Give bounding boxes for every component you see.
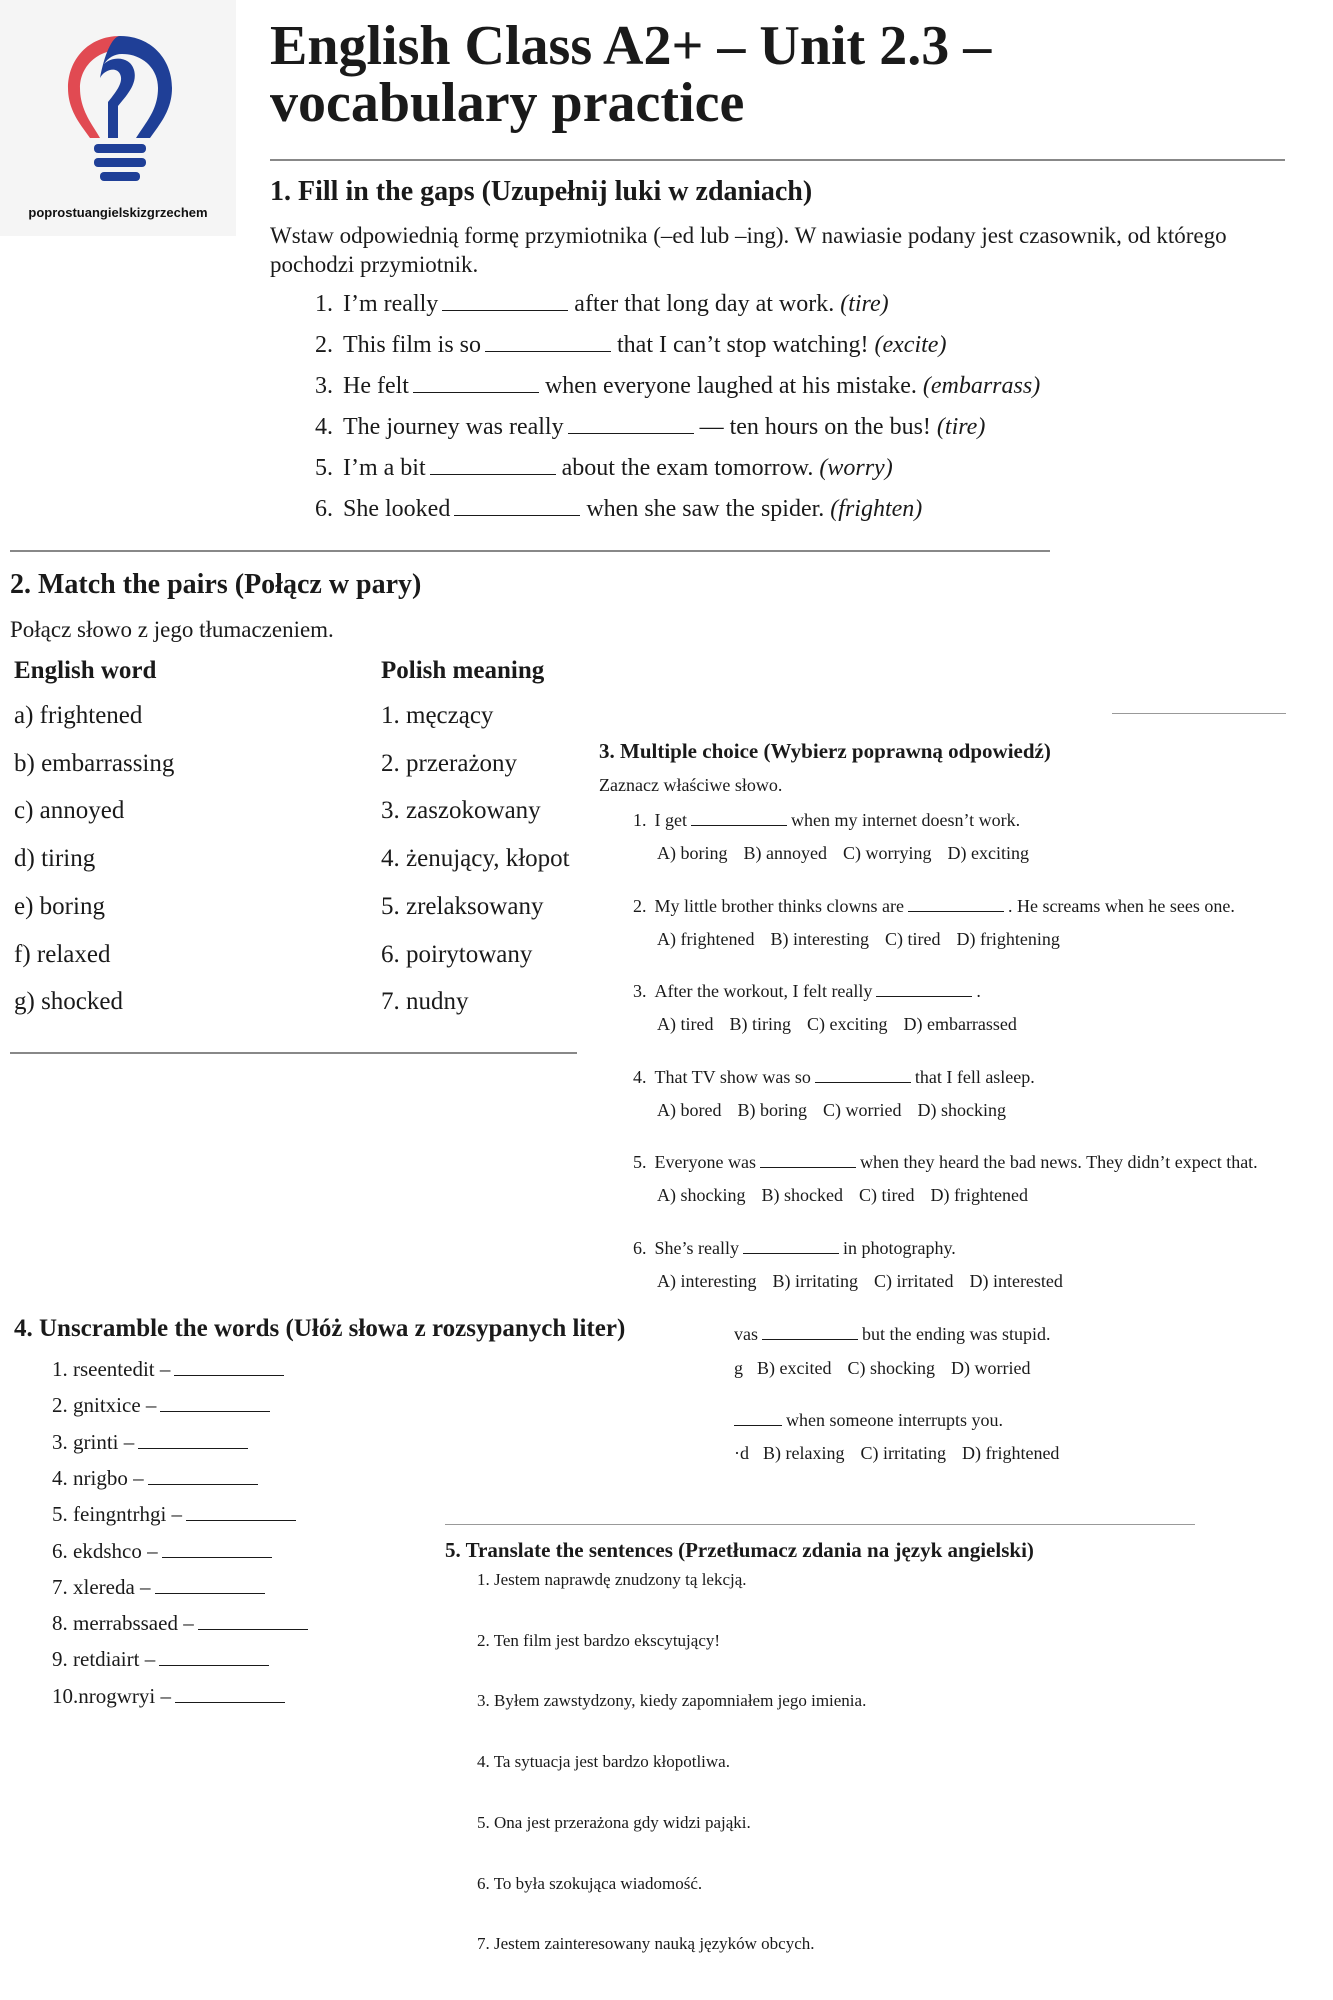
item-text-after: that I can’t stop watching! xyxy=(617,332,869,358)
option[interactable]: B) boring xyxy=(737,1099,807,1120)
answer-gap[interactable] xyxy=(734,1411,782,1426)
section-2-instruction: Połącz słowo z jego tłumaczeniem. xyxy=(10,617,334,642)
scrambled-word: 6. ekdshco – xyxy=(52,1538,158,1563)
question-number: 1. xyxy=(633,810,647,830)
partial-options-8 xyxy=(734,1443,1075,1464)
answer-gap[interactable] xyxy=(762,1325,858,1340)
question xyxy=(633,981,981,1002)
english-word-item[interactable]: d) tiring xyxy=(14,845,96,873)
lightbulb-logo-icon xyxy=(60,30,180,205)
option[interactable]: A) shocking xyxy=(657,1185,746,1205)
answer-gap[interactable] xyxy=(413,372,539,393)
item-number: 4. xyxy=(315,414,333,440)
option[interactable]: B) irritating xyxy=(772,1270,858,1291)
option[interactable]: D) frightening xyxy=(956,928,1060,949)
gap-item xyxy=(315,372,1040,400)
option[interactable]: A) tired xyxy=(657,1014,714,1034)
unscramble-item xyxy=(52,1539,272,1564)
polish-meaning-item[interactable]: 3. zaszokowany xyxy=(381,797,541,825)
divider xyxy=(1112,713,1286,714)
translate-sentence: 4. Ta sytuacja jest bardzo kłopotliwa. xyxy=(477,1752,730,1772)
answer-gap[interactable] xyxy=(815,1068,911,1083)
option[interactable]: C) irritated xyxy=(873,1270,954,1291)
logo-site-name: poprostuangielskizgrzechem xyxy=(28,205,208,220)
scrambled-word: 5. feingntrhgi – xyxy=(52,1502,183,1527)
option[interactable]: A) boring xyxy=(657,843,728,863)
question xyxy=(633,1152,1258,1173)
item-text-before: She looked xyxy=(343,496,451,522)
partial-text: when someone interrupts you. xyxy=(786,1410,1003,1430)
verb-hint: (frighten) xyxy=(830,496,923,522)
question-number: 3. xyxy=(633,981,647,1001)
item-number: 1. xyxy=(315,291,333,317)
answer-gap[interactable] xyxy=(568,413,694,434)
section-1-instruction: Wstaw odpowiednią formę przymiotnika (–ed lub –ing). W nawiasie podany jest czasownik, od którego pochodzi przymiotnik. xyxy=(270,223,1227,277)
partial-question-7 xyxy=(734,1324,1050,1345)
translate-sentence: 1. Jestem naprawdę znudzony tą lekcją. xyxy=(477,1570,747,1589)
question-text-after: that I fell asleep. xyxy=(914,1066,1035,1087)
option[interactable]: C) shocking xyxy=(847,1358,935,1378)
option[interactable]: D) frightened xyxy=(961,1443,1060,1463)
item-text-before: The journey was really xyxy=(343,414,564,440)
polish-meaning-item[interactable]: 1. męczący xyxy=(381,702,494,729)
question-number: 5. xyxy=(633,1152,647,1172)
divider xyxy=(270,159,1285,161)
polish-meaning-item[interactable]: 2. przerażony xyxy=(381,749,518,777)
option[interactable]: B) annoyed xyxy=(743,843,827,863)
scrambled-word: 9. retdiairt – xyxy=(52,1647,156,1672)
item-text-after: when everyone laughed at his mistake. xyxy=(544,373,917,399)
partial-text: vas xyxy=(734,1324,758,1344)
gap-item xyxy=(315,413,985,441)
partial-text: but the ending was stupid. xyxy=(862,1324,1051,1344)
title-line-1: English Class A2+ – Unit 2.3 – xyxy=(270,15,992,77)
partial-options-7 xyxy=(734,1358,1046,1379)
answer-gap[interactable] xyxy=(198,1613,308,1630)
option[interactable]: C) tired xyxy=(884,928,941,949)
verb-hint: (tire) xyxy=(936,414,986,440)
item-number: 6. xyxy=(315,496,333,522)
item-number: 5. xyxy=(315,455,333,481)
question-text-after: when they heard the bad news. They didn’t expect that. xyxy=(859,1152,1258,1172)
options-row xyxy=(657,843,1045,864)
english-word-item[interactable]: f) relaxed xyxy=(14,940,111,968)
answer-gap[interactable] xyxy=(159,1649,269,1666)
verb-hint: (tire) xyxy=(840,291,889,317)
item-text-before: I’m really xyxy=(343,291,439,317)
option[interactable]: B) relaxing xyxy=(763,1443,845,1463)
scrambled-word: 1. rseentedit – xyxy=(52,1357,171,1381)
answer-gap[interactable] xyxy=(174,1359,284,1376)
unscramble-item xyxy=(52,1575,265,1600)
english-word-item[interactable]: c) annoyed xyxy=(14,797,125,825)
unscramble-item xyxy=(52,1684,285,1709)
question-text-before: Everyone was xyxy=(654,1152,756,1172)
page-title xyxy=(270,15,992,134)
option[interactable]: C) tired xyxy=(858,1185,915,1205)
unscramble-item xyxy=(52,1611,308,1636)
question-text-after: when my internet doesn’t work. xyxy=(790,810,1021,830)
answer-gap[interactable] xyxy=(162,1541,272,1558)
question-text-before: My little brother thinks clowns are xyxy=(654,895,904,916)
verb-hint: (excite) xyxy=(874,332,947,358)
partial-text: g xyxy=(734,1358,743,1378)
title-line-2: vocabulary practice xyxy=(270,72,745,134)
answer-gap[interactable] xyxy=(138,1432,248,1449)
item-text-after: after that long day at work. xyxy=(574,291,835,317)
divider xyxy=(10,550,1050,552)
question-text-before: She’s really xyxy=(654,1237,739,1258)
option[interactable]: B) tiring xyxy=(729,1014,791,1034)
question-number: 6. xyxy=(633,1237,647,1258)
unscramble-item xyxy=(52,1502,296,1527)
unscramble-item xyxy=(52,1466,258,1491)
question-text-before: I get xyxy=(654,810,687,830)
question xyxy=(633,810,1020,831)
verb-hint: (worry) xyxy=(819,455,893,481)
question-text-after: . xyxy=(976,981,981,1001)
answer-gap[interactable] xyxy=(148,1468,258,1485)
section-4-heading: 4. Unscramble the words (Ułóż słowa z rozsypanych liter) xyxy=(14,1315,626,1342)
translate-sentence: 7. Jestem zainteresowany nauką języków obcych. xyxy=(477,1934,815,1954)
question-text-after: in photography. xyxy=(842,1237,956,1258)
item-number: 3. xyxy=(315,373,333,399)
scrambled-word: 2. gnitxice – xyxy=(52,1393,157,1418)
partial-text: ·d xyxy=(734,1443,749,1463)
option[interactable]: D) interested xyxy=(969,1270,1063,1291)
scrambled-word: 4. nrigbo – xyxy=(52,1465,144,1490)
question-text-before: That TV show was so xyxy=(654,1066,811,1087)
item-text-after: about the exam tomorrow. xyxy=(561,455,814,481)
gap-item xyxy=(315,331,946,359)
item-text-before: He felt xyxy=(343,373,409,399)
option[interactable]: C) worried xyxy=(822,1099,902,1120)
gap-item xyxy=(315,290,889,318)
answer-gap[interactable] xyxy=(175,1686,285,1703)
scrambled-word: 7. xlereda – xyxy=(52,1574,151,1599)
option[interactable]: D) frightened xyxy=(930,1185,1028,1205)
polish-meaning-item[interactable]: 7. nudny xyxy=(381,988,469,1016)
scrambled-word: 10.nrogwryi – xyxy=(52,1683,171,1708)
partial-question-8 xyxy=(734,1410,1003,1431)
scrambled-word: 8. merrabssaed – xyxy=(52,1611,194,1636)
answer-gap[interactable] xyxy=(743,1239,839,1254)
option[interactable]: D) embarrassed xyxy=(903,1014,1017,1034)
english-word-item[interactable]: b) embarrassing xyxy=(14,749,175,777)
polish-meaning-item[interactable]: 4. żenujący, kłopot xyxy=(381,845,570,873)
question-number: 2. xyxy=(633,895,647,916)
answer-gap[interactable] xyxy=(155,1577,265,1594)
answer-gap[interactable] xyxy=(691,811,787,826)
question-text-after: . He screams when he sees one. xyxy=(1007,895,1235,916)
answer-gap[interactable] xyxy=(485,331,611,352)
answer-gap[interactable] xyxy=(160,1395,270,1412)
options-row xyxy=(657,1014,1033,1035)
answer-gap[interactable] xyxy=(442,290,568,311)
option[interactable]: A) bored xyxy=(657,1099,722,1120)
option[interactable]: B) interesting xyxy=(770,928,869,949)
answer-gap[interactable] xyxy=(876,982,972,997)
divider xyxy=(10,1052,577,1054)
section-3-instruction: Zaznacz właściwe słowo. xyxy=(599,775,783,795)
answer-gap[interactable] xyxy=(186,1504,296,1521)
question-text-before: After the workout, I felt really xyxy=(654,981,873,1001)
item-text-before: This film is so xyxy=(343,332,482,358)
column-header-polish: Polish meaning xyxy=(381,657,545,684)
option[interactable]: B) excited xyxy=(757,1358,832,1378)
item-text-before: I’m a bit xyxy=(343,455,426,481)
answer-gap[interactable] xyxy=(430,454,556,475)
option[interactable]: D) worried xyxy=(950,1358,1031,1378)
item-text-after: when she saw the spider. xyxy=(586,496,825,522)
options-row xyxy=(657,929,1076,950)
option[interactable]: C) irritating xyxy=(860,1443,946,1463)
option[interactable]: A) interesting xyxy=(657,1270,757,1291)
unscramble-item xyxy=(52,1647,269,1672)
polish-meaning-item[interactable]: 6. poirytowany xyxy=(381,940,533,968)
answer-gap[interactable] xyxy=(760,1153,856,1168)
column-header-english: English word xyxy=(14,657,157,684)
item-text-after: — ten hours on the bus! xyxy=(699,414,931,440)
translate-sentence: 2. Ten film jest bardzo ekscytujący! xyxy=(477,1630,721,1650)
logo-panel xyxy=(0,0,236,236)
unscramble-item xyxy=(52,1393,270,1418)
options-row xyxy=(657,1100,1022,1121)
answer-gap[interactable] xyxy=(908,897,1004,912)
section-1-heading: 1. Fill in the gaps (Uzupełnij luki w zdaniach) xyxy=(270,176,813,207)
question xyxy=(633,1238,956,1259)
scrambled-word: 3. grinti – xyxy=(52,1429,135,1454)
answer-gap[interactable] xyxy=(454,495,580,516)
gap-item xyxy=(315,454,893,482)
english-word-item[interactable]: e) boring xyxy=(14,892,105,920)
translate-sentence: 6. To była szokująca wiadomość. xyxy=(477,1873,703,1893)
english-word-item[interactable]: a) frightened xyxy=(14,702,143,729)
translate-sentence: 3. Byłem zawstydzony, kiedy zapomniałem jego imienia. xyxy=(477,1691,867,1711)
divider xyxy=(445,1524,1195,1525)
question-number: 4. xyxy=(633,1066,647,1087)
question xyxy=(633,896,1235,917)
gap-item xyxy=(315,495,922,523)
english-word-item[interactable]: g) shocked xyxy=(14,988,123,1016)
section-5-heading: 5. Translate the sentences (Przetłumacz zdania na język angielski) xyxy=(445,1538,1034,1562)
option[interactable]: B) shocked xyxy=(761,1185,843,1205)
unscramble-item xyxy=(52,1357,284,1382)
options-row xyxy=(657,1271,1079,1292)
verb-hint: (embarrass) xyxy=(922,373,1041,399)
option[interactable]: D) exciting xyxy=(947,843,1029,863)
unscramble-item xyxy=(52,1430,248,1455)
option[interactable]: C) worrying xyxy=(842,843,932,863)
section-3-heading: 3. Multiple choice (Wybierz poprawną odpowiedź) xyxy=(599,739,1051,763)
option[interactable]: C) exciting xyxy=(806,1014,888,1034)
option[interactable]: D) shocking xyxy=(917,1099,1006,1120)
options-row xyxy=(657,1185,1044,1206)
option[interactable]: A) frightened xyxy=(657,928,755,949)
polish-meaning-item[interactable]: 5. zrelaksowany xyxy=(381,892,544,920)
item-number: 2. xyxy=(315,332,333,358)
translate-sentence: 5. Ona jest przerażona gdy widzi pająki. xyxy=(477,1812,751,1832)
question xyxy=(633,1067,1035,1088)
section-2-heading: 2. Match the pairs (Połącz w pary) xyxy=(10,569,422,600)
